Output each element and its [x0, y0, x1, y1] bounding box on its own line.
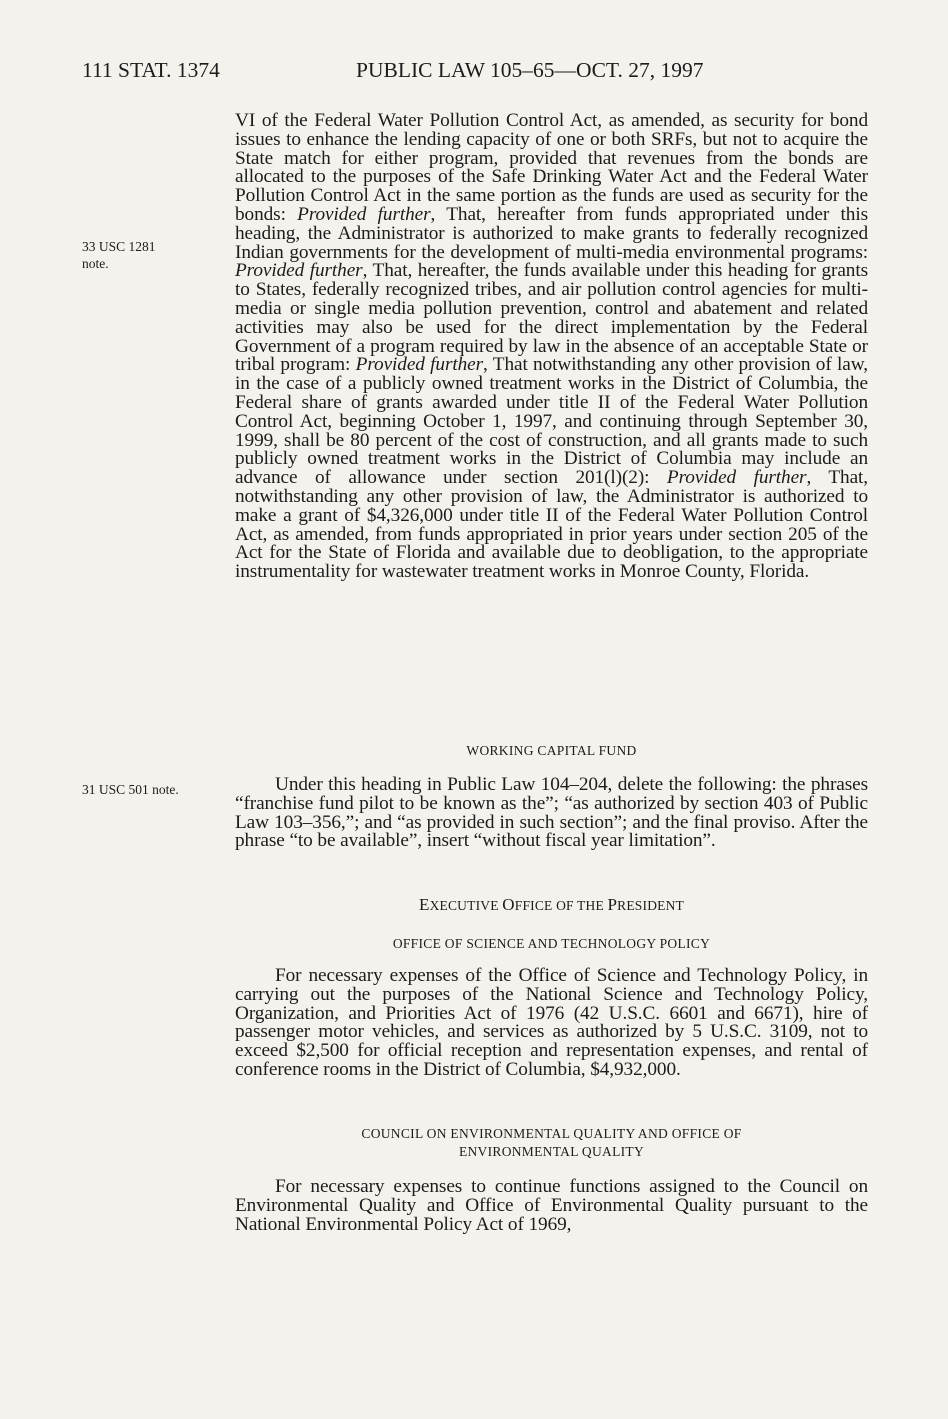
ostp-heading: OFFICE OF SCIENCE AND TECHNOLOGY POLICY [392, 936, 711, 951]
working-capital-fund-heading: WORKING CAPITAL FUND [466, 743, 637, 758]
epa-continuation-section [235, 112, 868, 582]
working-capital-paragraph: Under this heading in Public Law 104–204, delete the following: the phrases “franchise fund pilot to be known as the”; “as authorized by section 403 of Public Law 103–356,”; and “as provided in such section”; and the final proviso. After the phrase “to be available”, insert “without fiscal year limitation”. [235, 774, 868, 852]
page-header [0, 58, 948, 88]
public-law-title: PUBLIC LAW 105–65—OCT. 27, 1997 [356, 58, 704, 82]
executive-office-heading: EXECUTIVE OFFICE OF THE PRESIDENT [418, 895, 684, 914]
ceq-paragraph: For necessary expenses to continue functions assigned to the Council on Environmental Quality and Office of Environmental Quality pursuant to the National Environmental Policy Act of 1969, [235, 1176, 868, 1235]
working-capital-section [235, 776, 868, 851]
margin-note-33-usc-1281: 33 USC 1281 note. [82, 239, 156, 271]
ostp-section [235, 967, 868, 1080]
margin-note-31-usc-501: 31 USC 501 note. [82, 782, 179, 797]
ostp-paragraph: For necessary expenses of the Office of Science and Technology Policy, in carrying out the purposes of the National Science and Technology Policy, Organization, and Priorities Act of 1976 (42 U.S.C. 6601 and 6671), hire of passenger motor vehicles, and services as authorized by 5 U.S.C. 3109, not to exceed $2,500 for official reception and representation expenses, and rental of conference rooms in the District of Columbia, $4,932,000. [235, 965, 868, 1080]
statute-page-number: 111 STAT. 1374 [82, 58, 220, 82]
epa-paragraph: VI of the Federal Water Pollution Control Act, as amended, as security for bond issues to enhance the lending capacity of one or both SRFs, but not to acquire the State match for either program, provided that revenues from the bonds are allocated to the purposes of the Safe Drinking Water Act and the Federal Water Pollution Control Act in the same portion as the funds are used as security for the bonds: Provided further, That, hereafter from funds appropriated under this heading, the Administrator is authorized to make grants to federally recognized Indian governments for the development of multi-media environmental programs: Provided further, That, hereafter, the funds available under this heading for grants to States, federally recognized tribes, and air pollution control agencies for multi-media or single media pollution prevention, control and abatement and related activities may also be used for the direct implementation by the Federal Government of a program required by law in the absence of an acceptable State or tribal program: Provided further, That notwithstanding any other provision of law, in the case of a publicly owned treatment works in the District of Columbia, the Federal share of grants awarded under title II of the Federal Water Pollution Control Act, beginning October 1, 1997, and continuing through September 30, 1999, shall be 80 percent of the cost of construction, and all grants made to such publicly owned treatment works in the District of Columbia may include an advance of allowance under section 201(l)(2): Provided further, That, notwithstanding any other provision of law, the Administrator is authorized to make a grant of $4,326,000 under title II of the Federal Water Pollution Control Act, as amended, from funds appropriated in prior years under section 205 of the Act for the State of Florida and available due to deobligation, to the appropriate instrumentality for wastewater treatment works in Monroe County, Florida. [235, 110, 869, 583]
ceq-section [235, 1178, 868, 1234]
ceq-heading: COUNCIL ON ENVIRONMENTAL QUALITY AND OFFICE OF ENVIRONMENTAL QUALITY [361, 1126, 742, 1159]
